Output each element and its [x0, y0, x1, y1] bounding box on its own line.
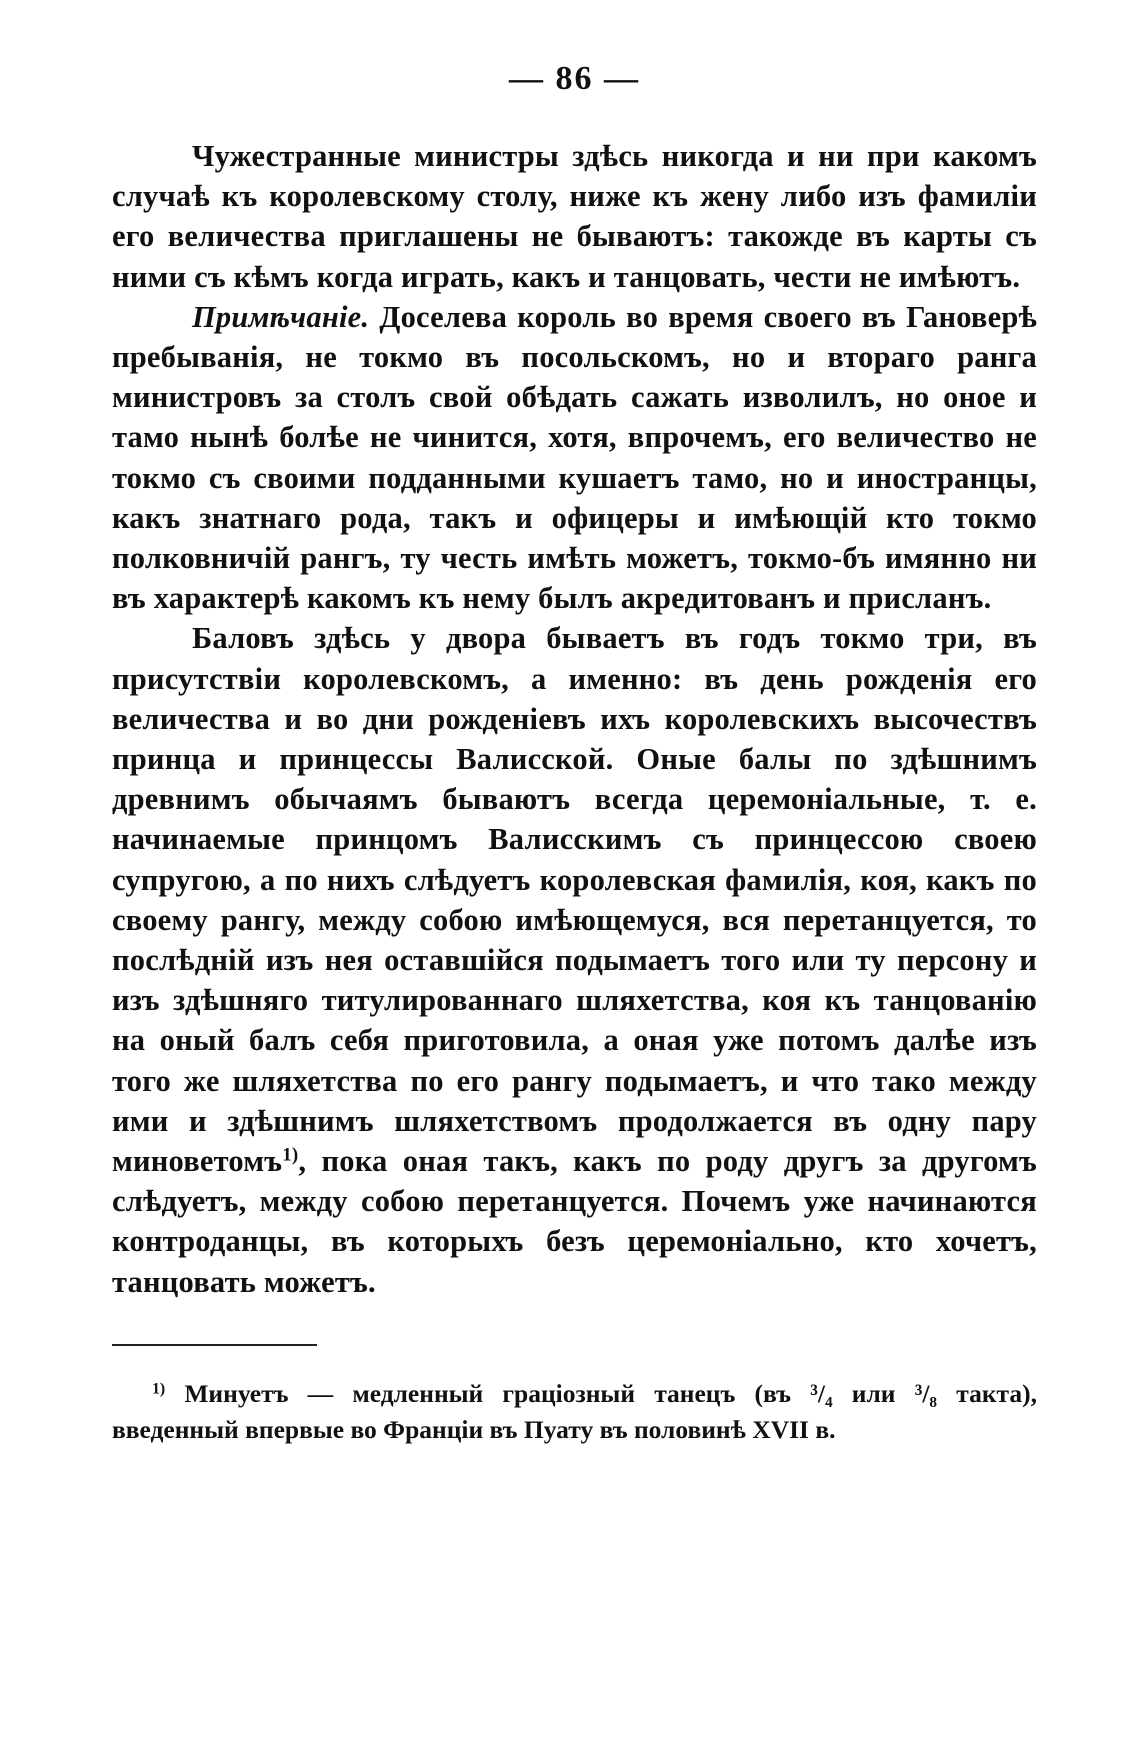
- book-page: [112, 60, 1037, 1700]
- paragraph-1: [112, 136, 1037, 297]
- footnote-reference[interactable]: 1): [282, 1144, 299, 1166]
- paragraph-2-lead: Примѣчаніе.: [192, 299, 370, 334]
- paragraph-2: [112, 297, 1037, 619]
- footnote-mark: 1): [152, 1380, 166, 1398]
- paragraph-2-text: Доселева король во время своего въ Гановерѣ пребыванія, не токмо въ посольскомъ, но и втораго ранга министровъ за столъ свой обѣдать сажать изволилъ, но оное и тамо нынѣ болѣе не чинится, хотя, впрочемъ, его величество не токмо съ своими подданными кушаетъ тамо, но и иностранцы, какъ знатнаго рода, такъ и офицеры и имѣющій кто токмо полковничій рангъ, ту честь имѣть можетъ, токмо-бъ имянно ни въ характерѣ какомъ къ нему былъ акредитованъ и присланъ.: [112, 299, 1037, 616]
- paragraph-3-text: Баловъ здѣсь у двора бываетъ въ годъ токмо три, въ присутствіи королевскомъ, а именно: въ день рожденія его величества и во дни рожденіевъ ихъ королевскихъ высочествъ принца и принцессы Валисской. Оные балы по здѣшнимъ древнимъ обычаямъ бываютъ всегда церемоніальные, т. е. начинаемые принцомъ Валисскимъ съ принцессою своею супругою, а по нихъ слѣдуетъ королевская фамилія, коя, какъ по своему рангу, между собою имѣющемуся, вся перетанцуется, то послѣдній изъ нея оставшійся подымаетъ того или ту персону и изъ здѣшняго титулированнаго шляхетства, коя къ танцованію на оный балъ себя приготовила, а оная уже потомъ далѣе изъ того же шляхетства по его рангу подымаетъ, и что тако между ими и здѣшнимъ шляхетствомъ продолжается въ одну пару миноветомъ: [112, 621, 1037, 1179]
- paragraph-1-text: Чужестранные министры здѣсь никогда и ни при какомъ случаѣ къ королевскому столу, ниже къ жену либо изъ фамиліи его величества приглашены не бываютъ: такожде въ карты съ ними съ кѣмъ когда играть, какъ и танцовать, чести не имѣютъ.: [112, 139, 1037, 294]
- footnote-text: Минуетъ — медленный граціозный танецъ (въ ³/₄ или ³/₈ такта), введенный впервые во Франціи въ Пуату въ половинѣ XVII в.: [112, 1378, 1037, 1444]
- paragraph-3-text-continued: , пока оная такъ, какъ по роду другъ за другомъ слѣдуетъ, между собою перетанцуется. Почемъ уже начинаются контроданцы, въ которыхъ безъ церемоніально, кто хочетъ, танцовать можетъ.: [112, 1144, 1037, 1299]
- page-number: — 86 —: [509, 60, 640, 97]
- footnote: [112, 1376, 1037, 1448]
- footnote-divider: [112, 1344, 317, 1346]
- paragraph-3: [112, 618, 1037, 1301]
